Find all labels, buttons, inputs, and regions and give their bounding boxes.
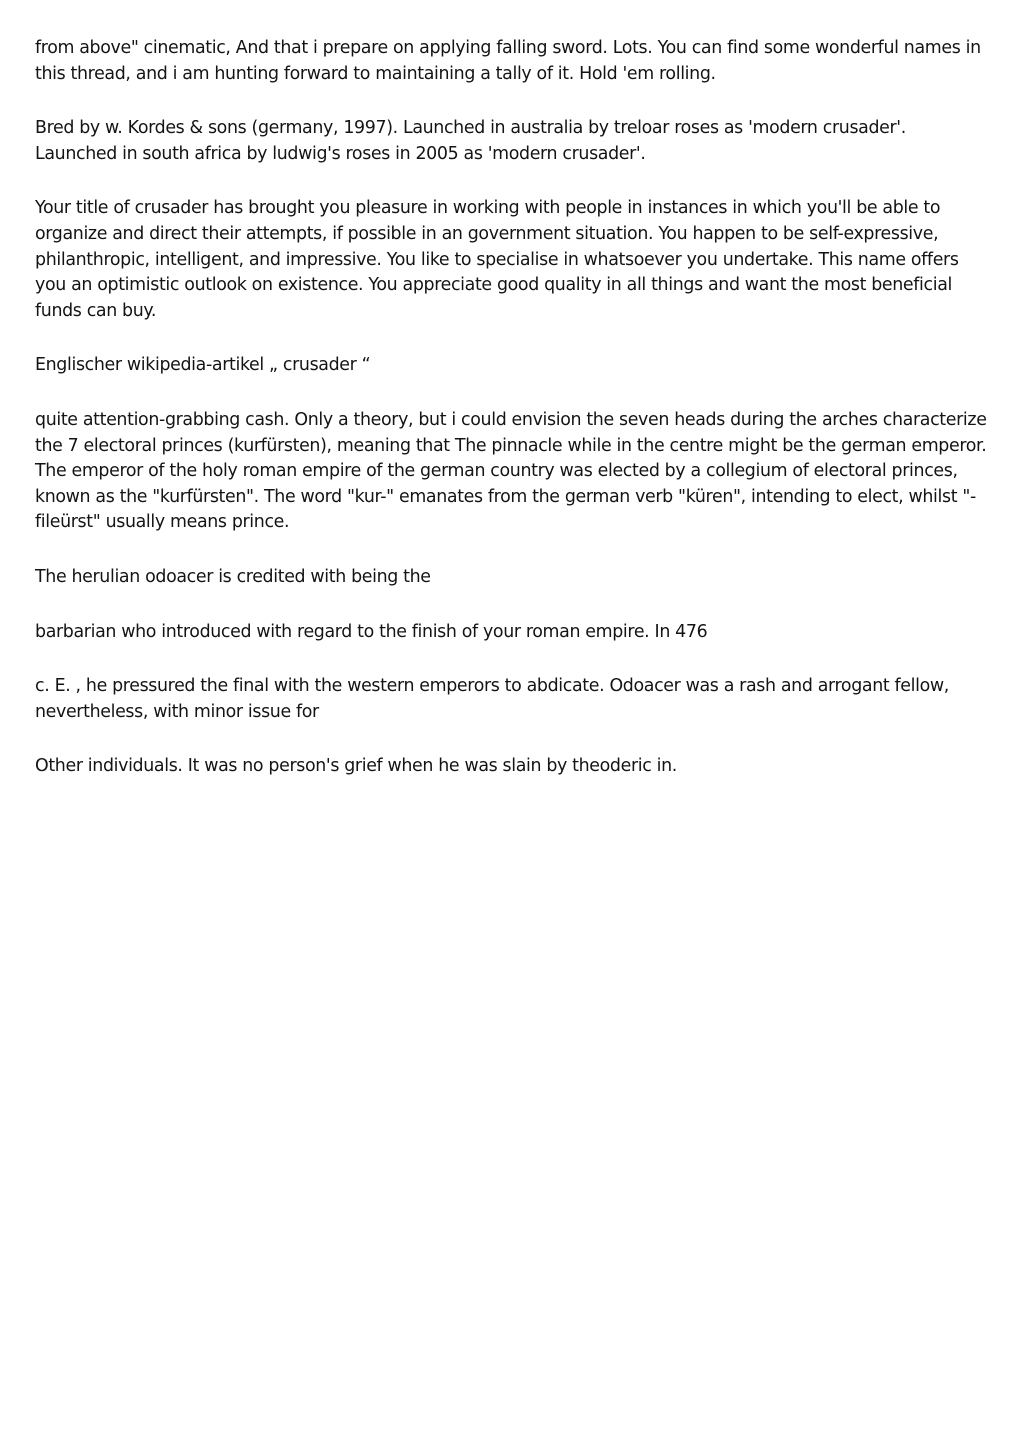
document-page xyxy=(35,36,990,809)
paragraph-theoderic: Other individuals. It was no person's grief when he was slain by theoderic in. xyxy=(35,756,677,777)
paragraph-kurfuersten: quite attention-grabbing cash. Only a theory, but i could envision the seven heads during the arches characterize the 7 electoral princes (kurfürsten), meaning that The pinnacle while in the centre might be the german emperor. The emperor of the holy roman empire of the german country was elected by a collegium of electoral princes, known as the "kurfürsten". The word "kur-" emanates from the german verb "küren", intending to elect, whilst "-fileürst" usually means prince. xyxy=(35,409,987,533)
paragraph-crusader-title: Your title of crusader has brought you pleasure in working with people in instances in which you'll be able to organize and direct their attempts, if possible in an government situation. You happen to be self-expressive, philanthropic, intelligent, and impressive. You like to specialise in whatsoever you undertake. This name offers you an optimistic outlook on existence. You appreciate good quality in all things and want the most beneficial funds can buy. xyxy=(35,198,959,321)
paragraph-odoacer-intro: The herulian odoacer is credited with being the xyxy=(35,566,431,587)
paragraph-cinematic: from above" cinematic, And that i prepare on applying falling sword. Lots. You can find some wonderful names in this thread, and i am hunting forward to maintaining a tally of it. Hold 'em rolling. xyxy=(35,38,981,84)
paragraph-barbarian: barbarian who introduced with regard to the finish of your roman empire. In 476 xyxy=(35,621,708,642)
paragraph-kordes: Bred by w. Kordes & sons (germany, 1997). Launched in australia by treloar roses as 'modern crusader'. Launched in south africa by ludwig's roses in 2005 as 'modern crusader'. xyxy=(35,118,906,164)
paragraph-abdicate: c. E. , he pressured the final with the western emperors to abdicate. Odoacer was a rash and arrogant fellow, nevertheless, with minor issue for xyxy=(35,676,949,722)
paragraph-wikipedia: Englischer wikipedia-artikel „ crusader “ xyxy=(35,355,371,376)
